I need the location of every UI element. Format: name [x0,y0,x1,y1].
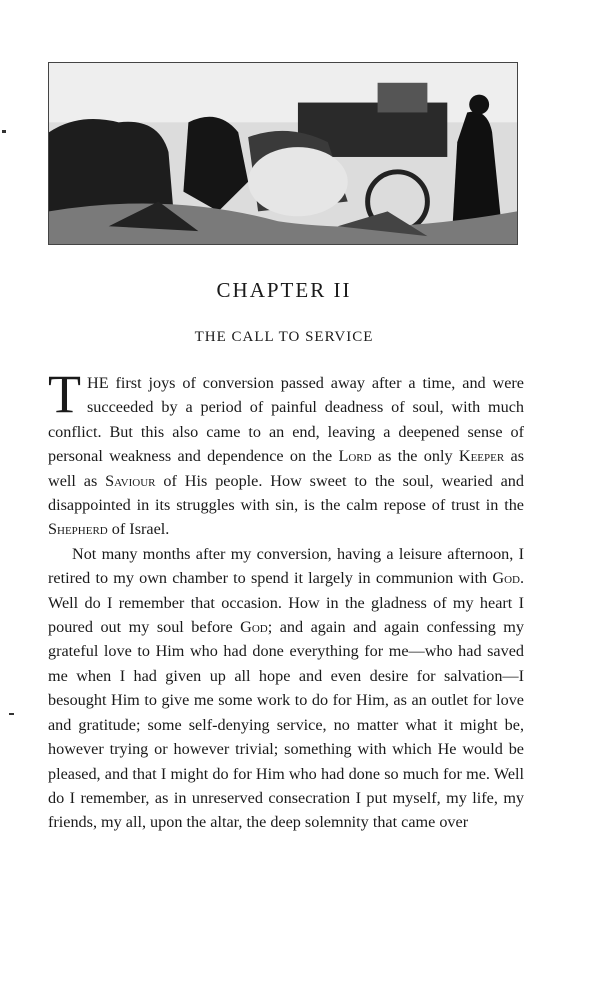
page-speck [9,713,14,715]
page-speck [2,130,6,133]
paragraph-1: THE first joys of conversion passed away after a time, and were succeeded by a period of painful deadness of soul, with much conflict. But this also came to an end, leaving a deepened sense of personal weakness and dependence on the Lord as the only Keeper as well as Saviour of His people. How sweet to the soul, wearied and disappointed in its struggles with sin, is the calm repose of trust in the Shepherd of Israel. [48,364,524,539]
drop-cap: T [48,364,81,424]
chapter-body [48,364,524,835]
paragraph-2: Not many months after my conversion, having a leisure afternoon, I retired to my own chamber to spend it largely in communion with God. Well do I remember that occasion. How in the gladness of my heart I poured out my soul before God; and again and again confessing my grateful love to Him who had done everything for me—who had saved me when I had given up all hope and even desire for salvation—I besought Him to give me some work to do for Him, as an outlet for love and gratitude; some self-denying service, no matter what it might be, however trying or however trivial; something with which He would be pleased, and that I might do for Him who had done so much for me. Well do I remember, as in unreserved consecration I put myself, my life, my friends, my all, upon the altar, the deep solemnity that came over [48,544,524,832]
chapter-header-illustration [48,62,518,245]
horse-drawn-cart-icon [49,63,517,244]
chapter-subtitle: THE CALL TO SERVICE [194,329,374,345]
chapter-title: CHAPTER II [216,278,352,302]
